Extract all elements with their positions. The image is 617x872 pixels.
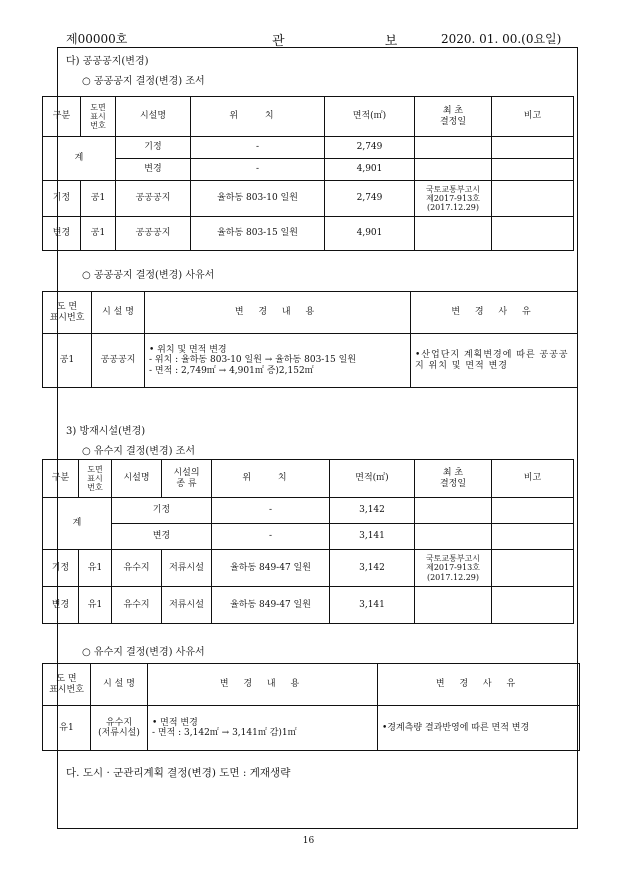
t3-h-gubun: 구분 [43,460,79,498]
t3-h-loc: 위 치 [212,460,330,498]
t3-sum-label: 변경 [112,524,212,550]
section-d-sub1: ○ 공공공지 결정(변경) 조서 [82,76,205,87]
t4-h-content: 변 경 내 용 [148,664,378,706]
section-d-title: 다) 공공공지(변경) [66,56,149,67]
t1-row-loc: 율하동 803-10 일원 [191,181,325,217]
t1-h-area: 면적(㎡) [325,97,415,137]
t1-sum-label: 기정 [116,137,191,159]
t3-h-dm: 도면 표시 번호 [79,460,112,498]
t1-sum-area: 2,749 [325,137,415,159]
t1-row-num: 공1 [81,181,116,217]
t2-h-fac: 시 설 명 [92,292,145,334]
t4-h-dm: 도 면 표시번호 [43,664,91,706]
t3-row-fac: 유수지 [112,587,162,624]
t4-content: • 면적 변경 - 면적 : 3,142㎡ → 3,141㎡ 감)1㎡ [148,706,378,751]
park-plan-table [42,96,574,251]
t3-row-kind: 저류시설 [162,587,212,624]
t4-h-reason: 변 경 사 유 [378,664,580,706]
t3-row-area: 3,141 [330,587,415,624]
t1-total: 계 [43,137,116,181]
t3-row-area: 3,142 [330,550,415,587]
section-3-title: 3) 방재시설(변경) [66,426,146,437]
t3-h-area: 면적(㎡) [330,460,415,498]
t1-h-note: 비고 [492,97,574,137]
t3-h-init: 최 초 결정일 [415,460,492,498]
section-3-sub1: ○ 유수지 결정(변경) 조서 [82,446,196,457]
t1-row-init: 국토교통부고시 제2017-913호 (2017.12.29) [415,181,492,217]
t3-row-loc: 율하동 849-47 일원 [212,587,330,624]
t3-sum-loc: - [212,524,330,550]
retention-reason-table [42,663,580,751]
t3-sum-area: 3,142 [330,498,415,524]
t3-h-kind: 시설의 종 류 [162,460,212,498]
t2-fac: 공공공지 [92,334,145,388]
park-reason-table [42,291,578,388]
gazette-title: 관 보 [272,34,446,49]
t1-row-gubun: 변경 [43,217,81,251]
t4-fac: 유수지 (저류시설) [91,706,148,751]
t1-h-fac: 시설명 [116,97,191,137]
t1-row-fac: 공공공지 [116,181,191,217]
t2-h-content: 변 경 내 용 [145,292,411,334]
t3-h-note: 비고 [492,460,574,498]
t3-row-init: 국토교통부고시 제2017-913호 (2017.12.29) [415,550,492,587]
t4-h-fac: 시 설 명 [91,664,148,706]
t2-h-dm: 도 면 표시번호 [43,292,92,334]
t1-sum-loc: - [191,137,325,159]
t1-sum-loc: - [191,159,325,181]
t1-row-area: 4,901 [325,217,415,251]
t1-row-gubun: 기정 [43,181,81,217]
section-d-sub2: ○ 공공공지 결정(변경) 사유서 [82,270,215,281]
t1-sum-label: 변경 [116,159,191,181]
t1-row-loc: 율하동 803-15 일원 [191,217,325,251]
t2-content: • 위치 및 면적 변경 - 위치 : 율하동 803-10 일원 → 율하동 803-15 일원 - 면적 : 2,749㎡ → 4,901㎡ 증)2,152㎡ [145,334,411,388]
t1-h-loc: 위 치 [191,97,325,137]
t2-h-reason: 변 경 사 유 [411,292,578,334]
retention-plan-table [42,459,574,624]
t3-row-fac: 유수지 [112,550,162,587]
t1-h-gubun: 구분 [43,97,81,137]
t3-sum-label: 기정 [112,498,212,524]
t3-sum-area: 3,141 [330,524,415,550]
t1-row-area: 2,749 [325,181,415,217]
t4-reason: •경계측량 결과반영에 따른 면적 변경 [378,706,580,751]
gazette-number: 제00000호 [66,32,128,46]
t3-total: 계 [43,498,112,550]
t1-h-init: 최 초 결정일 [415,97,492,137]
t4-num: 유1 [43,706,91,751]
page-number: 16 [302,836,315,846]
t1-sum-area: 4,901 [325,159,415,181]
section-3-sub2: ○ 유수지 결정(변경) 사유서 [82,647,205,658]
t3-row-num: 유1 [79,550,112,587]
t1-row-fac: 공공공지 [116,217,191,251]
t3-h-fac: 시설명 [112,460,162,498]
t2-num: 공1 [43,334,92,388]
t1-row-num: 공1 [81,217,116,251]
t3-sum-loc: - [212,498,330,524]
t1-h-dm: 도면 표시 번호 [81,97,116,137]
t3-row-gubun: 기정 [43,550,79,587]
t3-row-loc: 율하동 849-47 일원 [212,550,330,587]
t3-row-kind: 저류시설 [162,550,212,587]
t3-row-gubun: 변경 [43,587,79,624]
t2-reason: •산업단지 계획변경에 따른 공공공지 위치 및 면적 변경 [411,334,578,388]
footer-note: 다. 도시 · 군관리계획 결정(변경) 도면 : 게재생략 [66,767,291,779]
gazette-date: 2020. 01. 00.(0요일) [441,32,562,46]
t3-row-num: 유1 [79,587,112,624]
